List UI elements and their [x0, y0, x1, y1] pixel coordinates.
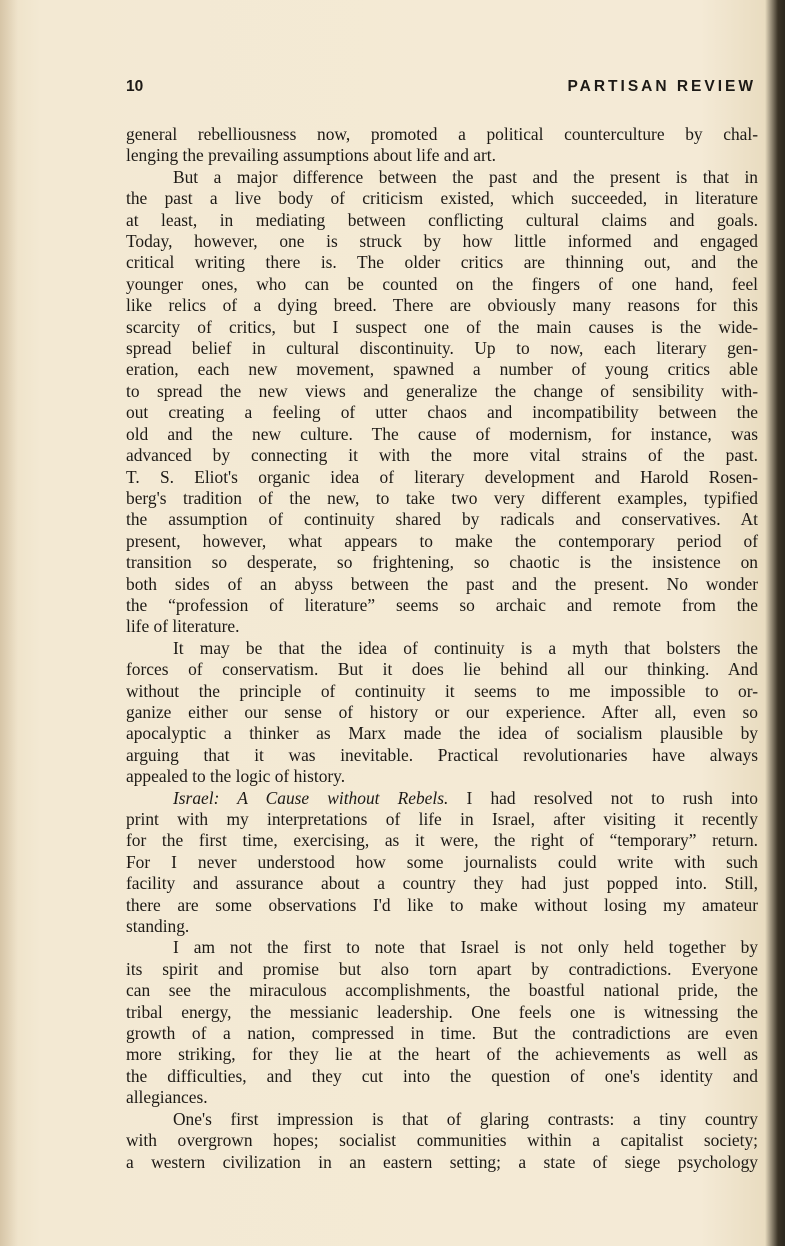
- text-line: present, however, what appears to make the contemporary period of: [126, 530, 758, 551]
- text-line: facility and assurance about a country they had just popped into. Still,: [126, 873, 758, 894]
- text-line: transition so desperate, so frightening, so chaotic is the insistence on: [126, 552, 758, 573]
- text-line: spread belief in cultural discontinuity. Up to now, each literary gen-: [126, 338, 758, 359]
- text-line: both sides of an abyss between the past and the present. No wonder: [126, 573, 758, 594]
- text-line: One's first impression is that of glaring contrasts: a tiny country: [173, 1108, 758, 1129]
- text-line: standing.: [126, 916, 190, 937]
- text-line: younger ones, who can be counted on the fingers of one hand, feel: [126, 273, 758, 294]
- text-line: the past a live body of criticism existed, which succeeded, in literature: [126, 188, 758, 209]
- text-line: lenging the prevailing assumptions about life and art.: [126, 145, 496, 166]
- text-line: ganize either our sense of history or our experience. After all, even so: [126, 701, 758, 722]
- text-line: can see the miraculous accomplishments, the boastful national pride, the: [126, 980, 758, 1001]
- text-line: the difficulties, and they cut into the question of one's identity and: [126, 1065, 758, 1086]
- text-line: advanced by connecting it with the more vital strains of the past.: [126, 445, 758, 466]
- text-line: the assumption of continuity shared by radicals and conservatives. At: [126, 509, 758, 530]
- text-line: [126, 788, 758, 809]
- text-line-rest: I had resolved not to rush into: [466, 787, 758, 808]
- page-gutter-shadow: [0, 0, 18, 1246]
- text-line: tribal energy, the messianic leadership. One feels one is witnessing the: [126, 1001, 758, 1022]
- text-line: But a major difference between the past and the present is that in: [173, 166, 758, 187]
- text-line: eration, each new movement, spawned a number of young critics able: [126, 359, 758, 380]
- text-line: apocalyptic a thinker as Marx made the idea of socialism plausible by: [126, 723, 758, 744]
- text-line: It may be that the idea of continuity is a myth that bolsters the: [173, 637, 758, 658]
- text-line: growth of a nation, compressed in time. But the contradictions are even: [126, 1023, 758, 1044]
- text-line: allegiances.: [126, 1087, 208, 1108]
- text-line: without the principle of continuity it seems to me impossible to or-: [126, 680, 758, 701]
- article-body: [126, 124, 758, 1173]
- text-line: scarcity of critics, but I suspect one of the main causes is the wide-: [126, 316, 758, 337]
- text-line: more striking, for they lie at the heart of the achievements as well as: [126, 1044, 758, 1065]
- text-line: its spirit and promise but also torn apart by contradictions. Everyone: [126, 958, 758, 979]
- text-line: old and the new culture. The cause of modernism, for instance, was: [126, 423, 758, 444]
- text-line: Today, however, one is struck by how little informed and engaged: [126, 231, 758, 252]
- text-line: like relics of a dying breed. There are obviously many reasons for this: [126, 295, 758, 316]
- text-line: general rebelliousness now, promoted a political counterculture by chal-: [126, 124, 758, 144]
- text-line: out creating a feeling of utter chaos and incompatibility between the: [126, 402, 758, 423]
- text-line: a western civilization in an eastern setting; a state of siege psychology: [126, 1151, 758, 1172]
- text-line: berg's tradition of the new, to take two very different examples, typified: [126, 487, 758, 508]
- text-line: the “profession of literature” seems so archaic and remote from the: [126, 594, 758, 615]
- text-line: for the first time, exercising, as it were, the right of “temporary” return.: [126, 830, 758, 851]
- text-line: forces of conservatism. But it does lie behind all our thinking. And: [126, 659, 758, 680]
- text-line: there are some observations I'd like to make without losing my amateur: [126, 894, 758, 915]
- text-line: life of literature.: [126, 616, 240, 637]
- page-number: 10: [126, 78, 144, 95]
- text-line: with overgrown hopes; socialist communities within a capitalist society;: [126, 1130, 758, 1151]
- text-line: I am not the first to note that Israel is not only held together by: [173, 937, 758, 958]
- text-line: critical writing there is. The older critics are thinning out, and the: [126, 252, 758, 273]
- running-head: PARTISAN REVIEW: [567, 78, 756, 95]
- text-line: T. S. Eliot's organic idea of literary development and Harold Rosen-: [126, 466, 758, 487]
- text-line: to spread the new views and generalize the change of sensibility with-: [126, 380, 758, 401]
- text-line: arguing that it was inevitable. Practical revolutionaries have always: [126, 744, 758, 765]
- text-line: print with my interpretations of life in Israel, after visiting it recently: [126, 809, 758, 829]
- page-header: [126, 78, 756, 102]
- text-line: For I never understood how some journalists could write with such: [126, 851, 758, 872]
- text-line: at least, in mediating between conflicting cultural claims and goals.: [126, 209, 758, 230]
- section-title: Israel: A Cause without Rebels.: [173, 787, 449, 808]
- text-line: appealed to the logic of history.: [126, 766, 346, 787]
